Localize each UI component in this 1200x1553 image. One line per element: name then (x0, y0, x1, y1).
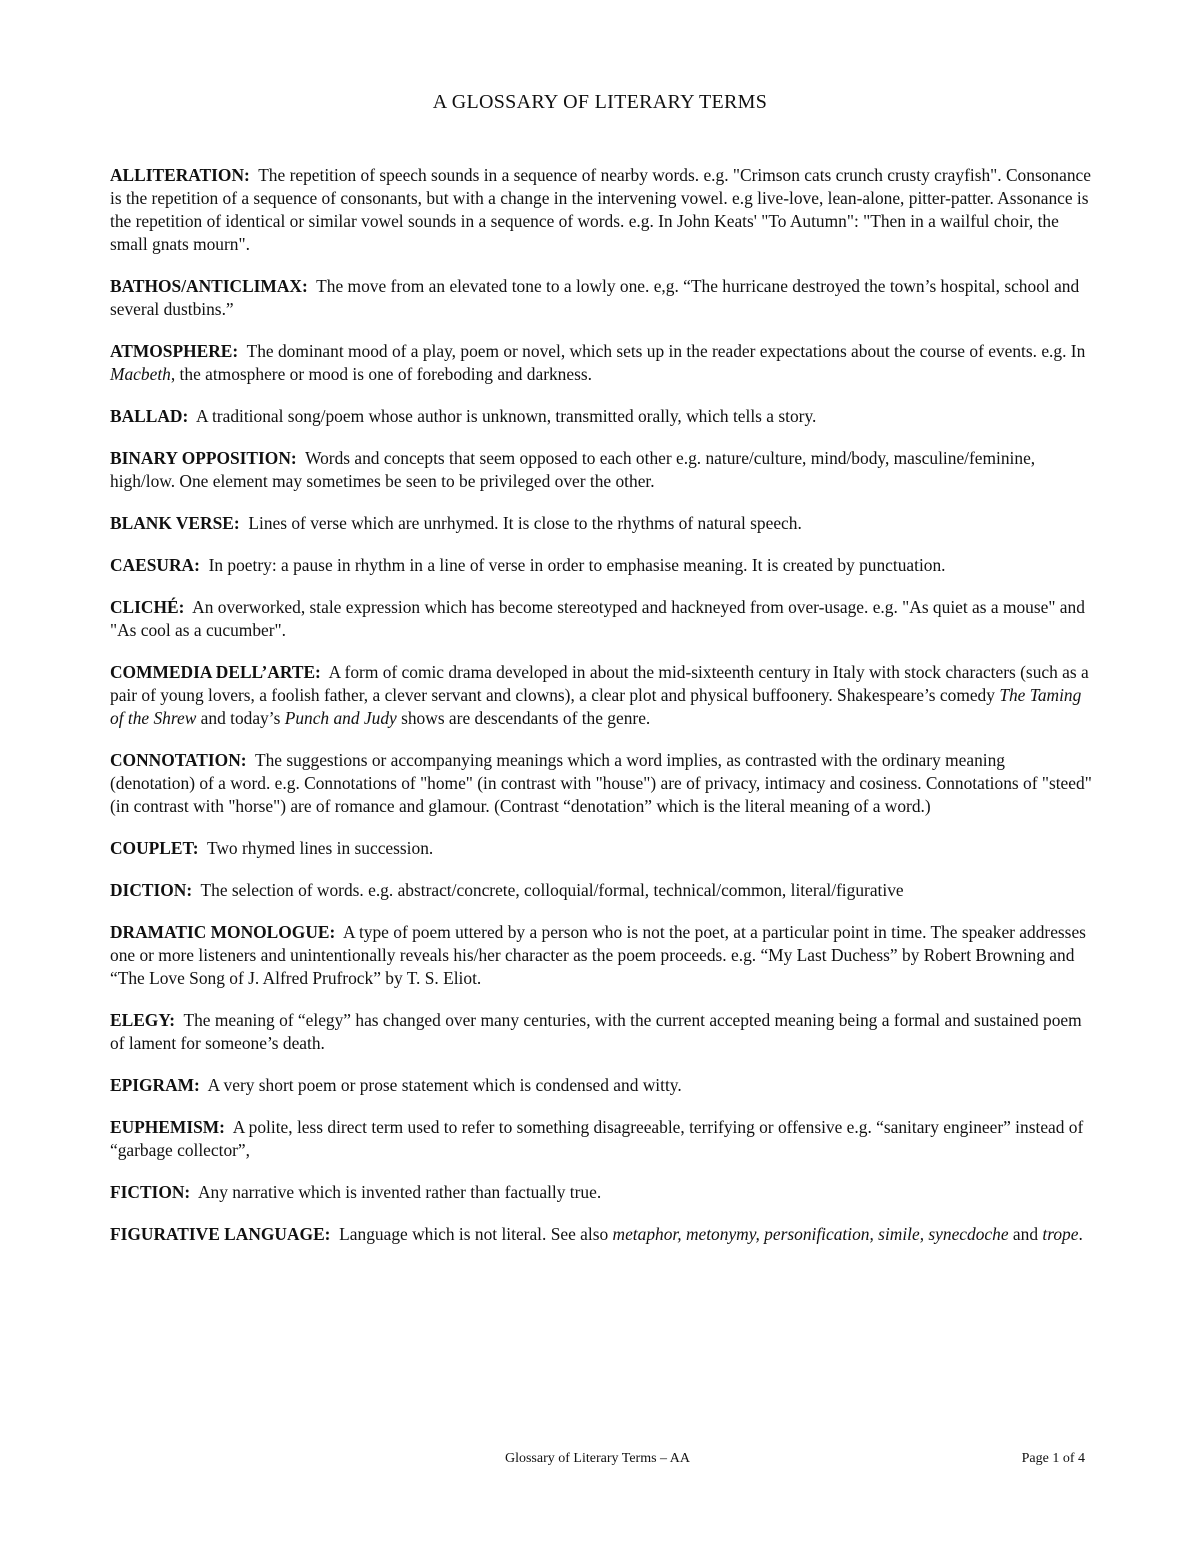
glossary-term: BLANK VERSE: (110, 513, 240, 533)
glossary-entry (110, 1074, 1094, 1097)
glossary-definition (201, 880, 904, 900)
glossary-term: DICTION: (110, 880, 193, 900)
definition-segment: A polite, less direct term used to refer to something disagreeable, terrifying or offensive e.g. “sanitary engineer” instead of “garbage collector”, (110, 1117, 1084, 1160)
glossary-term: CAESURA: (110, 555, 200, 575)
definition-segment: The repetition of speech sounds in a sequence of nearby words. e.g. "Crimson cats crunch crusty crayfish". Consonance is the repetition of a sequence of consonants, but with a change in the intervening vowel. e.g live-love, lean-alone, pitter-patter. Assonance is the repetition of identical or similar vowel sounds in a sequence of words. e.g. In John Keats' "To Autumn": "Then in a wailful choir, the small gnats mourn". (110, 165, 1091, 254)
glossary-definition (110, 341, 1085, 384)
glossary-term: CONNOTATION: (110, 750, 247, 770)
definition-italic-segment: metaphor, metonymy, personification, simile, synecdoche (612, 1224, 1009, 1244)
definition-segment: . (1078, 1224, 1083, 1244)
definition-segment: The suggestions or accompanying meanings which a word implies, as contrasted with the ordinary meaning (denotation) of a word. e.g. Connotations of "home" (in contrast with "house") are of privacy, intimacy and cosiness. Connotations of "steed" (in contrast with "horse") are of romance and glamour. (Contrast “denotation” which is the literal meaning of a word.) (110, 750, 1092, 816)
glossary-entry (110, 1223, 1094, 1246)
glossary-term: BINARY OPPOSITION: (110, 448, 297, 468)
glossary-entry (110, 921, 1094, 990)
glossary-term: EUPHEMISM: (110, 1117, 225, 1137)
glossary-term: COMMEDIA DELL’ARTE: (110, 662, 321, 682)
glossary-term: BATHOS/ANTICLIMAX: (110, 276, 308, 296)
definition-segment: and today’s (196, 708, 285, 728)
definition-segment: An overworked, stale expression which has become stereotyped and hackneyed from over-usage. e.g. "As quiet as a mouse" and "As cool as a cucumber". (110, 597, 1085, 640)
definition-segment: A very short poem or prose statement which is condensed and witty. (207, 1075, 682, 1095)
glossary-entry (110, 554, 1094, 577)
glossary-term: CLICHÉ: (110, 597, 185, 617)
glossary-entry (110, 1181, 1094, 1204)
footer-page-number: Page 1 of 4 (1021, 1451, 1085, 1466)
definition-segment: A form of comic drama developed in about the mid-sixteenth century in Italy with stock characters (such as a pair of young lovers, a foolish father, a clever servant and clowns), a clear plot and physical buffoonery. Shakespeare’s comedy (110, 662, 1089, 705)
definition-segment: A traditional song/poem whose author is unknown, transmitted orally, which tells a story. (196, 406, 817, 426)
definition-segment: and (1008, 1224, 1043, 1244)
glossary-term: EPIGRAM: (110, 1075, 200, 1095)
glossary-entry (110, 512, 1094, 535)
page-title: A GLOSSARY OF LITERARY TERMS (432, 91, 768, 113)
glossary-definition (110, 597, 1085, 640)
glossary-entry (110, 749, 1094, 818)
glossary-list (110, 164, 1094, 1265)
footer-document-label: Glossary of Literary Terms – AA (504, 1451, 690, 1466)
glossary-entry (110, 164, 1094, 256)
glossary-term: COUPLET: (110, 838, 199, 858)
definition-segment: Two rhymed lines in succession. (206, 838, 434, 858)
definition-segment: A type of poem uttered by a person who is not the poet, at a particular point in time. The speaker addresses one or more listeners and unintentionally reveals his/her character as the poem proceeds. e.g. “My Last Duchess” by Robert Browning and “The Love Song of J. Alfred Prufrock” by T. S. Eliot. (110, 922, 1086, 988)
definition-segment: Words and concepts that seem opposed to each other e.g. nature/culture, mind/body, masculine/feminine, high/low. One element may sometimes be seen to be privileged over the other. (110, 448, 1036, 491)
glossary-entry (110, 879, 1094, 902)
definition-segment: Language which is not literal. See also (339, 1224, 613, 1244)
glossary-term: ATMOSPHERE: (110, 341, 239, 361)
glossary-entry (110, 837, 1094, 860)
glossary-term: ELEGY: (110, 1010, 176, 1030)
definition-segment: The dominant mood of a play, poem or novel, which sets up in the reader expectations about the course of events. e.g. In (246, 341, 1086, 361)
definition-segment: shows are descendants of the genre. (396, 708, 651, 728)
glossary-entry (110, 661, 1094, 730)
glossary-definition (110, 750, 1092, 816)
definition-segment: Lines of verse which are unrhymed. It is close to the rhythms of natural speech. (248, 513, 802, 533)
definition-segment: The meaning of “elegy” has changed over many centuries, with the current accepted meaning being a formal and sustained poem of lament for someone’s death. (110, 1010, 1082, 1053)
glossary-definition (196, 406, 816, 426)
definition-italic-segment: Macbeth (110, 364, 171, 384)
glossary-entry (110, 275, 1094, 321)
definition-italic-segment: Punch and Judy (284, 708, 397, 728)
glossary-definition (208, 1075, 682, 1095)
definition-segment: In poetry: a pause in rhythm in a line of verse in order to emphasise meaning. It is created by punctuation. (208, 555, 946, 575)
definition-italic-segment: trope (1042, 1224, 1079, 1244)
glossary-entry (110, 405, 1094, 428)
glossary-definition (248, 513, 801, 533)
glossary-entry (110, 596, 1094, 642)
definition-segment: The move from an elevated tone to a lowly one. e,g. “The hurricane destroyed the town’s hospital, school and several dustbins.” (110, 276, 1080, 319)
glossary-term: FICTION: (110, 1182, 191, 1202)
glossary-definition (110, 1010, 1082, 1053)
glossary-entry (110, 340, 1094, 386)
glossary-term: DRAMATIC MONOLOGUE: (110, 922, 336, 942)
glossary-entry (110, 447, 1094, 493)
definition-segment: Any narrative which is invented rather than factually true. (197, 1182, 602, 1202)
definition-segment: , the atmosphere or mood is one of foreboding and darkness. (170, 364, 592, 384)
definition-segment: The selection of words. e.g. abstract/concrete, colloquial/formal, technical/common, literal/figurative (200, 880, 904, 900)
glossary-definition (110, 165, 1091, 254)
glossary-definition (207, 838, 433, 858)
glossary-entry (110, 1009, 1094, 1055)
glossary-entry (110, 1116, 1094, 1162)
glossary-definition (110, 1117, 1083, 1160)
glossary-definition (198, 1182, 601, 1202)
glossary-term: BALLAD: (110, 406, 189, 426)
glossary-definition (209, 555, 946, 575)
definition-italic-segment: The Taming of the Shrew (110, 685, 1082, 728)
glossary-term: FIGURATIVE LANGUAGE: (110, 1224, 331, 1244)
glossary-definition (339, 1224, 1083, 1244)
glossary-term: ALLITERATION: (110, 165, 250, 185)
page-footer (110, 1451, 1085, 1471)
